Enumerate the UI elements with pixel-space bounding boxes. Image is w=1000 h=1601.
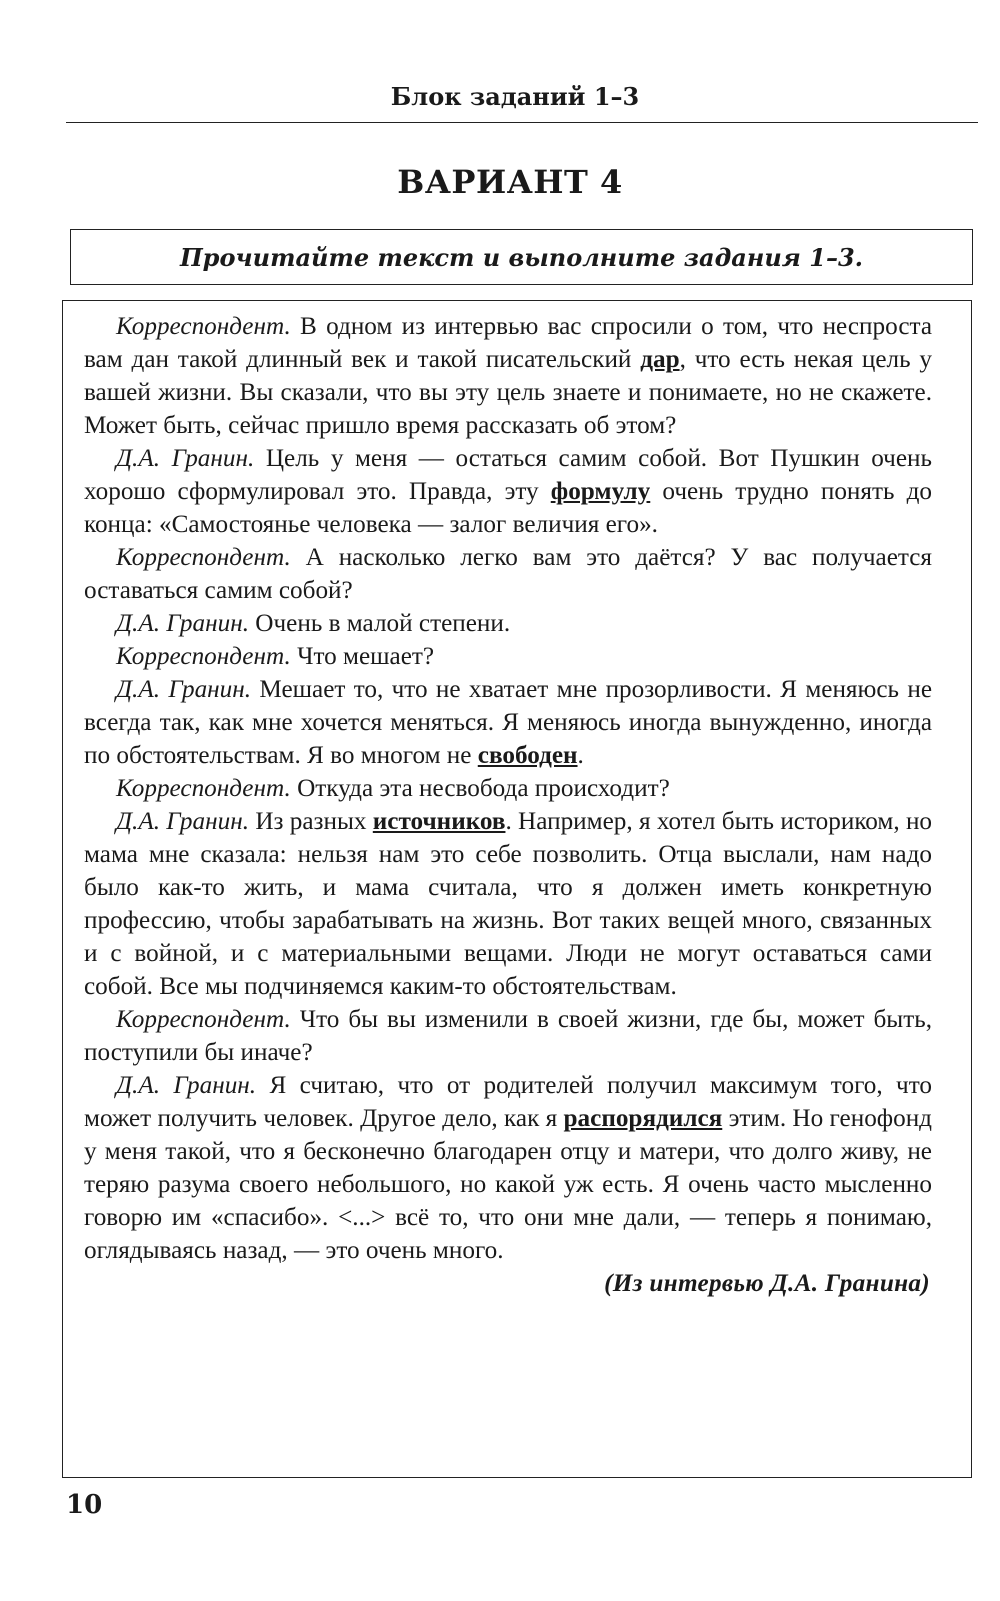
highlighted-word: дар [640,346,680,373]
speaker: Корреспондент. [116,775,291,802]
text: . Например, я хотел быть историком, но мама мне сказала: нельзя нам это себе позволить. Отца выслали, нам надо было как-то жить, и мама считала, что я должен иметь конкретную профессию, чтобы зарабатывать на жизнь. Вот таких вещей много, связанных и с войной, и с материальными вещами. Люди не могут оставаться сами собой. Все мы подчиняемся каким-то обстоятельствам. [84,808,933,1000]
text: Цель у меня — остаться самим собой. Вот Пушкин очень хорошо сформулировал это. Правда, эту [84,445,932,505]
paragraph [84,607,932,640]
paragraph [84,805,932,1003]
source-attribution: (Из интервью Д.А. Гранина) [604,1270,930,1297]
speaker: Д.А. Гранин. [116,808,250,835]
header-divider [66,122,978,123]
highlighted-word: распорядился [563,1105,723,1132]
speaker: Корреспондент. [116,643,291,670]
paragraph [84,640,932,673]
highlighted-word: источников [372,808,506,835]
text: Что мешает? [290,643,435,670]
text: Я считаю, что от родителей получил максимум того, что может получить человек. Другое дело, как я [84,1072,932,1132]
highlighted-word: формулу [550,478,651,505]
speaker: Корреспондент. [116,1006,291,1033]
speaker: Д.А. Гранин. [116,1072,257,1099]
text: Откуда эта несвобода происходит? [290,775,670,802]
text: , что есть некая цель у вашей жизни. Вы сказали, что вы эту цель знаете и понимаете, но не скажете. Может быть, сейчас пришло время рассказать об этом? [84,346,932,439]
interview-text [84,310,932,1300]
text: Что бы вы изменили в своей жизни, где бы, может быть, поступили бы иначе? [84,1006,932,1066]
speaker: Д.А. Гранин. [116,676,252,703]
highlighted-word: свободен [477,742,578,769]
page-number: 10 [66,1490,103,1520]
paragraph [84,1069,932,1267]
paragraph [84,673,932,772]
speaker: Корреспондент. [116,313,291,340]
paragraph [84,772,932,805]
text: очень трудно понять до конца: «Самостоянье человека — залог величия его». [84,478,932,538]
instruction-text: Прочитайте текст и выполните задания 1–3. [180,242,863,272]
variant-title: ВАРИАНТ 4 [397,163,623,201]
speaker: Д.А. Гранин. [116,610,249,637]
speaker: Корреспондент. [116,544,291,571]
paragraph [84,310,932,442]
paragraph [84,442,932,541]
text: В одном из интервью вас спросили о том, что неспроста вам дан такой длинный век и такой писательский [84,313,932,373]
text: Из разных [249,808,373,835]
paragraph [84,1003,932,1069]
text: этим. Но генофонд у меня такой, что я бесконечно благодарен отцу и матери, что долго живу, не теряю разума своего небольшого, но какой уж есть. Я очень часто мысленно говорю им «спасибо». <...> всё то, что они мне дали, — теперь я понимаю, оглядываясь назад, — это очень много. [84,1105,932,1264]
text: Мешает то, что не хватает мне прозорливости. Я меняюсь не всегда так, как мне хочется меняться. Я меняюсь иногда вынужденно, иногда по обстоятельствам. Я во многом не [84,676,932,769]
paragraph [84,541,932,607]
instruction-box [70,229,973,285]
text: . [577,742,584,769]
running-head: Блок заданий 1–3 [390,82,640,111]
text: Очень в малой степени. [249,610,511,637]
text: А насколько легко вам это даётся? У вас получается оставаться самим собой? [84,544,932,604]
speaker: Д.А. Гранин. [116,445,255,472]
